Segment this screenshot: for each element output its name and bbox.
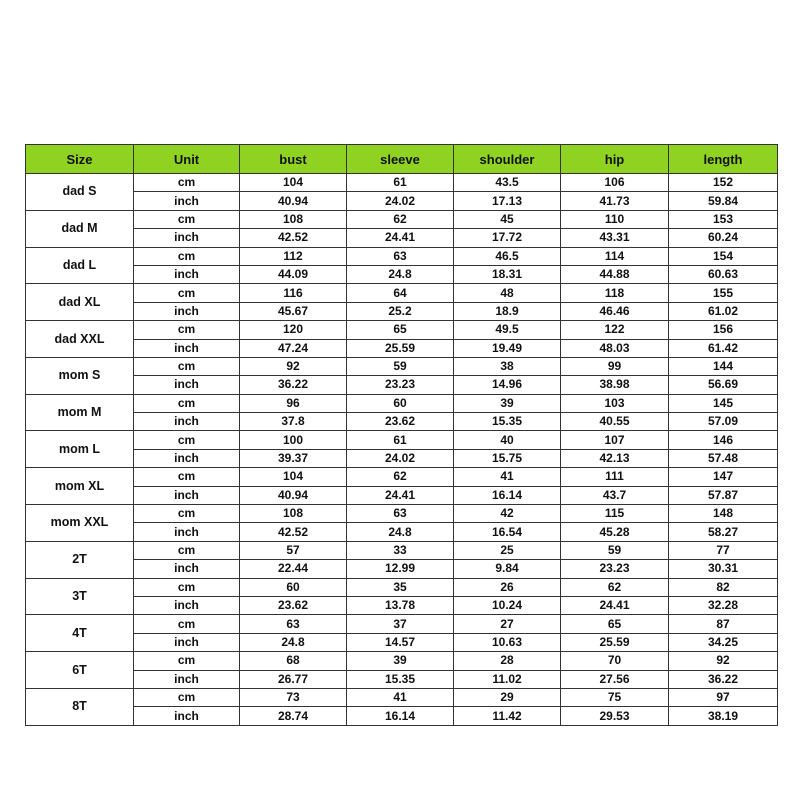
- measurement-cell-hip: 70: [561, 652, 669, 670]
- measurement-cell-shoulder: 28: [454, 652, 561, 670]
- unit-cell: inch: [134, 192, 240, 210]
- measurement-cell-shoulder: 49.5: [454, 321, 561, 339]
- measurement-cell-sleeve: 15.35: [347, 670, 454, 688]
- table-row: [26, 578, 778, 596]
- measurement-cell-hip: 41.73: [561, 192, 669, 210]
- measurement-cell-shoulder: 45: [454, 210, 561, 228]
- measurement-cell-hip: 42.13: [561, 449, 669, 467]
- measurement-cell-length: 154: [669, 247, 778, 265]
- measurement-cell-shoulder: 16.54: [454, 523, 561, 541]
- measurement-cell-shoulder: 9.84: [454, 560, 561, 578]
- measurement-cell-sleeve: 25.59: [347, 339, 454, 357]
- measurement-cell-shoulder: 41: [454, 468, 561, 486]
- measurement-cell-shoulder: 10.24: [454, 596, 561, 614]
- unit-cell: inch: [134, 449, 240, 467]
- measurement-cell-length: 97: [669, 688, 778, 706]
- measurement-cell-length: 153: [669, 210, 778, 228]
- measurement-cell-length: 155: [669, 284, 778, 302]
- table-row: [26, 486, 778, 504]
- measurement-cell-hip: 48.03: [561, 339, 669, 357]
- unit-cell: cm: [134, 357, 240, 375]
- column-header-length: length: [669, 145, 778, 174]
- measurement-cell-shoulder: 19.49: [454, 339, 561, 357]
- measurement-cell-hip: 25.59: [561, 633, 669, 651]
- measurement-cell-length: 60.63: [669, 265, 778, 283]
- measurement-cell-sleeve: 33: [347, 541, 454, 559]
- measurement-cell-hip: 59: [561, 541, 669, 559]
- measurement-cell-hip: 43.7: [561, 486, 669, 504]
- measurement-cell-length: 92: [669, 652, 778, 670]
- unit-cell: inch: [134, 229, 240, 247]
- size-cell: mom XL: [26, 468, 134, 505]
- measurement-cell-shoulder: 48: [454, 284, 561, 302]
- size-cell: mom L: [26, 431, 134, 468]
- measurement-cell-bust: 36.22: [240, 376, 347, 394]
- unit-cell: inch: [134, 413, 240, 431]
- unit-cell: inch: [134, 670, 240, 688]
- unit-cell: cm: [134, 468, 240, 486]
- unit-cell: inch: [134, 523, 240, 541]
- measurement-cell-shoulder: 25: [454, 541, 561, 559]
- table-row: [26, 210, 778, 228]
- table-row: [26, 265, 778, 283]
- measurement-cell-hip: 65: [561, 615, 669, 633]
- size-cell: dad XXL: [26, 321, 134, 358]
- table-row: [26, 357, 778, 375]
- measurement-cell-length: 38.19: [669, 707, 778, 725]
- unit-cell: inch: [134, 596, 240, 614]
- unit-cell: cm: [134, 688, 240, 706]
- column-header-sleeve: sleeve: [347, 145, 454, 174]
- measurement-cell-length: 87: [669, 615, 778, 633]
- measurement-cell-bust: 92: [240, 357, 347, 375]
- column-header-size: Size: [26, 145, 134, 174]
- measurement-cell-bust: 60: [240, 578, 347, 596]
- table-row: [26, 707, 778, 725]
- measurement-cell-length: 30.31: [669, 560, 778, 578]
- measurement-cell-bust: 63: [240, 615, 347, 633]
- table-row: [26, 468, 778, 486]
- unit-cell: cm: [134, 247, 240, 265]
- measurement-cell-bust: 26.77: [240, 670, 347, 688]
- measurement-cell-shoulder: 14.96: [454, 376, 561, 394]
- table-row: [26, 339, 778, 357]
- measurement-cell-hip: 111: [561, 468, 669, 486]
- measurement-cell-bust: 108: [240, 210, 347, 228]
- measurement-cell-sleeve: 24.41: [347, 486, 454, 504]
- measurement-cell-hip: 75: [561, 688, 669, 706]
- size-cell: dad XL: [26, 284, 134, 321]
- measurement-cell-length: 144: [669, 357, 778, 375]
- size-cell: 3T: [26, 578, 134, 615]
- size-cell: dad L: [26, 247, 134, 284]
- size-cell: 4T: [26, 615, 134, 652]
- table-row: [26, 541, 778, 559]
- unit-cell: inch: [134, 633, 240, 651]
- size-cell: mom M: [26, 394, 134, 431]
- table-row: [26, 376, 778, 394]
- measurement-cell-length: 77: [669, 541, 778, 559]
- measurement-cell-shoulder: 18.31: [454, 265, 561, 283]
- table-row: [26, 670, 778, 688]
- measurement-cell-length: 57.09: [669, 413, 778, 431]
- measurement-cell-shoulder: 46.5: [454, 247, 561, 265]
- measurement-cell-sleeve: 24.02: [347, 192, 454, 210]
- measurement-cell-length: 61.42: [669, 339, 778, 357]
- measurement-cell-sleeve: 24.8: [347, 265, 454, 283]
- unit-cell: inch: [134, 707, 240, 725]
- measurement-cell-hip: 114: [561, 247, 669, 265]
- measurement-cell-shoulder: 39: [454, 394, 561, 412]
- measurement-cell-hip: 24.41: [561, 596, 669, 614]
- column-header-hip: hip: [561, 145, 669, 174]
- unit-cell: inch: [134, 486, 240, 504]
- measurement-cell-sleeve: 61: [347, 174, 454, 192]
- table-row: [26, 174, 778, 192]
- measurement-cell-shoulder: 40: [454, 431, 561, 449]
- measurement-cell-hip: 122: [561, 321, 669, 339]
- measurement-cell-shoulder: 15.35: [454, 413, 561, 431]
- measurement-cell-bust: 45.67: [240, 302, 347, 320]
- measurement-cell-sleeve: 24.41: [347, 229, 454, 247]
- table-row: [26, 615, 778, 633]
- unit-cell: cm: [134, 394, 240, 412]
- measurement-cell-hip: 40.55: [561, 413, 669, 431]
- size-cell: dad M: [26, 210, 134, 247]
- measurement-cell-bust: 22.44: [240, 560, 347, 578]
- measurement-cell-shoulder: 17.13: [454, 192, 561, 210]
- measurement-cell-shoulder: 18.9: [454, 302, 561, 320]
- measurement-cell-sleeve: 24.8: [347, 523, 454, 541]
- measurement-cell-length: 147: [669, 468, 778, 486]
- measurement-cell-length: 60.24: [669, 229, 778, 247]
- measurement-cell-shoulder: 16.14: [454, 486, 561, 504]
- measurement-cell-length: 146: [669, 431, 778, 449]
- measurement-cell-shoulder: 27: [454, 615, 561, 633]
- measurement-cell-length: 156: [669, 321, 778, 339]
- measurement-cell-shoulder: 26: [454, 578, 561, 596]
- measurement-cell-bust: 24.8: [240, 633, 347, 651]
- measurement-cell-hip: 45.28: [561, 523, 669, 541]
- table-row: [26, 394, 778, 412]
- measurement-cell-shoulder: 11.42: [454, 707, 561, 725]
- measurement-cell-hip: 115: [561, 505, 669, 523]
- table-row: [26, 523, 778, 541]
- measurement-cell-sleeve: 62: [347, 468, 454, 486]
- unit-cell: cm: [134, 431, 240, 449]
- measurement-cell-sleeve: 24.02: [347, 449, 454, 467]
- measurement-cell-length: 32.28: [669, 596, 778, 614]
- unit-cell: inch: [134, 560, 240, 578]
- size-cell: 8T: [26, 688, 134, 725]
- measurement-cell-sleeve: 25.2: [347, 302, 454, 320]
- measurement-cell-sleeve: 23.23: [347, 376, 454, 394]
- measurement-cell-sleeve: 63: [347, 505, 454, 523]
- measurement-cell-sleeve: 35: [347, 578, 454, 596]
- unit-cell: cm: [134, 541, 240, 559]
- measurement-cell-bust: 28.74: [240, 707, 347, 725]
- measurement-cell-hip: 62: [561, 578, 669, 596]
- measurement-cell-bust: 23.62: [240, 596, 347, 614]
- measurement-cell-bust: 108: [240, 505, 347, 523]
- column-header-unit: Unit: [134, 145, 240, 174]
- measurement-cell-shoulder: 10.63: [454, 633, 561, 651]
- measurement-cell-length: 152: [669, 174, 778, 192]
- table-row: [26, 596, 778, 614]
- measurement-cell-bust: 42.52: [240, 229, 347, 247]
- measurement-cell-shoulder: 38: [454, 357, 561, 375]
- table-row: [26, 302, 778, 320]
- measurement-cell-bust: 39.37: [240, 449, 347, 467]
- measurement-cell-sleeve: 65: [347, 321, 454, 339]
- measurement-cell-sleeve: 37: [347, 615, 454, 633]
- measurement-cell-hip: 110: [561, 210, 669, 228]
- measurement-cell-sleeve: 13.78: [347, 596, 454, 614]
- measurement-cell-hip: 38.98: [561, 376, 669, 394]
- measurement-cell-length: 34.25: [669, 633, 778, 651]
- measurement-cell-shoulder: 42: [454, 505, 561, 523]
- measurement-cell-bust: 104: [240, 174, 347, 192]
- measurement-cell-hip: 23.23: [561, 560, 669, 578]
- unit-cell: cm: [134, 578, 240, 596]
- measurement-cell-length: 36.22: [669, 670, 778, 688]
- size-cell: mom XXL: [26, 505, 134, 542]
- measurement-cell-length: 57.48: [669, 449, 778, 467]
- table-row: [26, 560, 778, 578]
- measurement-cell-hip: 27.56: [561, 670, 669, 688]
- table-row: [26, 321, 778, 339]
- measurement-cell-hip: 43.31: [561, 229, 669, 247]
- measurement-cell-shoulder: 29: [454, 688, 561, 706]
- size-chart-table: [25, 144, 778, 726]
- measurement-cell-hip: 107: [561, 431, 669, 449]
- measurement-cell-hip: 46.46: [561, 302, 669, 320]
- measurement-cell-bust: 40.94: [240, 192, 347, 210]
- measurement-cell-sleeve: 62: [347, 210, 454, 228]
- size-cell: 6T: [26, 652, 134, 689]
- table-row: [26, 413, 778, 431]
- measurement-cell-hip: 44.88: [561, 265, 669, 283]
- measurement-cell-length: 148: [669, 505, 778, 523]
- measurement-cell-bust: 73: [240, 688, 347, 706]
- measurement-cell-shoulder: 43.5: [454, 174, 561, 192]
- measurement-cell-shoulder: 15.75: [454, 449, 561, 467]
- column-header-shoulder: shoulder: [454, 145, 561, 174]
- measurement-cell-bust: 44.09: [240, 265, 347, 283]
- measurement-cell-length: 82: [669, 578, 778, 596]
- measurement-cell-bust: 47.24: [240, 339, 347, 357]
- unit-cell: cm: [134, 284, 240, 302]
- measurement-cell-bust: 116: [240, 284, 347, 302]
- measurement-cell-sleeve: 23.62: [347, 413, 454, 431]
- table-row: [26, 652, 778, 670]
- measurement-cell-hip: 99: [561, 357, 669, 375]
- header-row: [26, 145, 778, 174]
- measurement-cell-bust: 37.8: [240, 413, 347, 431]
- unit-cell: cm: [134, 505, 240, 523]
- measurement-cell-bust: 104: [240, 468, 347, 486]
- size-cell: dad S: [26, 174, 134, 211]
- measurement-cell-bust: 120: [240, 321, 347, 339]
- measurement-cell-sleeve: 61: [347, 431, 454, 449]
- unit-cell: cm: [134, 321, 240, 339]
- measurement-cell-bust: 42.52: [240, 523, 347, 541]
- table-row: [26, 192, 778, 210]
- column-header-bust: bust: [240, 145, 347, 174]
- table-row: [26, 229, 778, 247]
- unit-cell: inch: [134, 376, 240, 394]
- unit-cell: cm: [134, 615, 240, 633]
- measurement-cell-sleeve: 59: [347, 357, 454, 375]
- measurement-cell-bust: 96: [240, 394, 347, 412]
- measurement-cell-hip: 29.53: [561, 707, 669, 725]
- unit-cell: cm: [134, 174, 240, 192]
- table-row: [26, 431, 778, 449]
- measurement-cell-sleeve: 64: [347, 284, 454, 302]
- measurement-cell-length: 58.27: [669, 523, 778, 541]
- measurement-cell-sleeve: 14.57: [347, 633, 454, 651]
- measurement-cell-sleeve: 12.99: [347, 560, 454, 578]
- measurement-cell-bust: 100: [240, 431, 347, 449]
- measurement-cell-length: 59.84: [669, 192, 778, 210]
- size-cell: mom S: [26, 357, 134, 394]
- measurement-cell-bust: 57: [240, 541, 347, 559]
- measurement-cell-length: 61.02: [669, 302, 778, 320]
- size-cell: 2T: [26, 541, 134, 578]
- unit-cell: inch: [134, 302, 240, 320]
- unit-cell: cm: [134, 652, 240, 670]
- measurement-cell-sleeve: 63: [347, 247, 454, 265]
- table-body: [26, 174, 778, 726]
- measurement-cell-length: 56.69: [669, 376, 778, 394]
- unit-cell: cm: [134, 210, 240, 228]
- measurement-cell-length: 145: [669, 394, 778, 412]
- measurement-cell-bust: 68: [240, 652, 347, 670]
- measurement-cell-hip: 106: [561, 174, 669, 192]
- measurement-cell-sleeve: 60: [347, 394, 454, 412]
- measurement-cell-sleeve: 16.14: [347, 707, 454, 725]
- measurement-cell-shoulder: 11.02: [454, 670, 561, 688]
- measurement-cell-length: 57.87: [669, 486, 778, 504]
- table-row: [26, 284, 778, 302]
- measurement-cell-sleeve: 41: [347, 688, 454, 706]
- table-row: [26, 505, 778, 523]
- table-row: [26, 633, 778, 651]
- measurement-cell-hip: 118: [561, 284, 669, 302]
- measurement-cell-bust: 40.94: [240, 486, 347, 504]
- measurement-cell-shoulder: 17.72: [454, 229, 561, 247]
- table-row: [26, 247, 778, 265]
- table-row: [26, 688, 778, 706]
- measurement-cell-hip: 103: [561, 394, 669, 412]
- unit-cell: inch: [134, 339, 240, 357]
- measurement-cell-bust: 112: [240, 247, 347, 265]
- unit-cell: inch: [134, 265, 240, 283]
- table-row: [26, 449, 778, 467]
- measurement-cell-sleeve: 39: [347, 652, 454, 670]
